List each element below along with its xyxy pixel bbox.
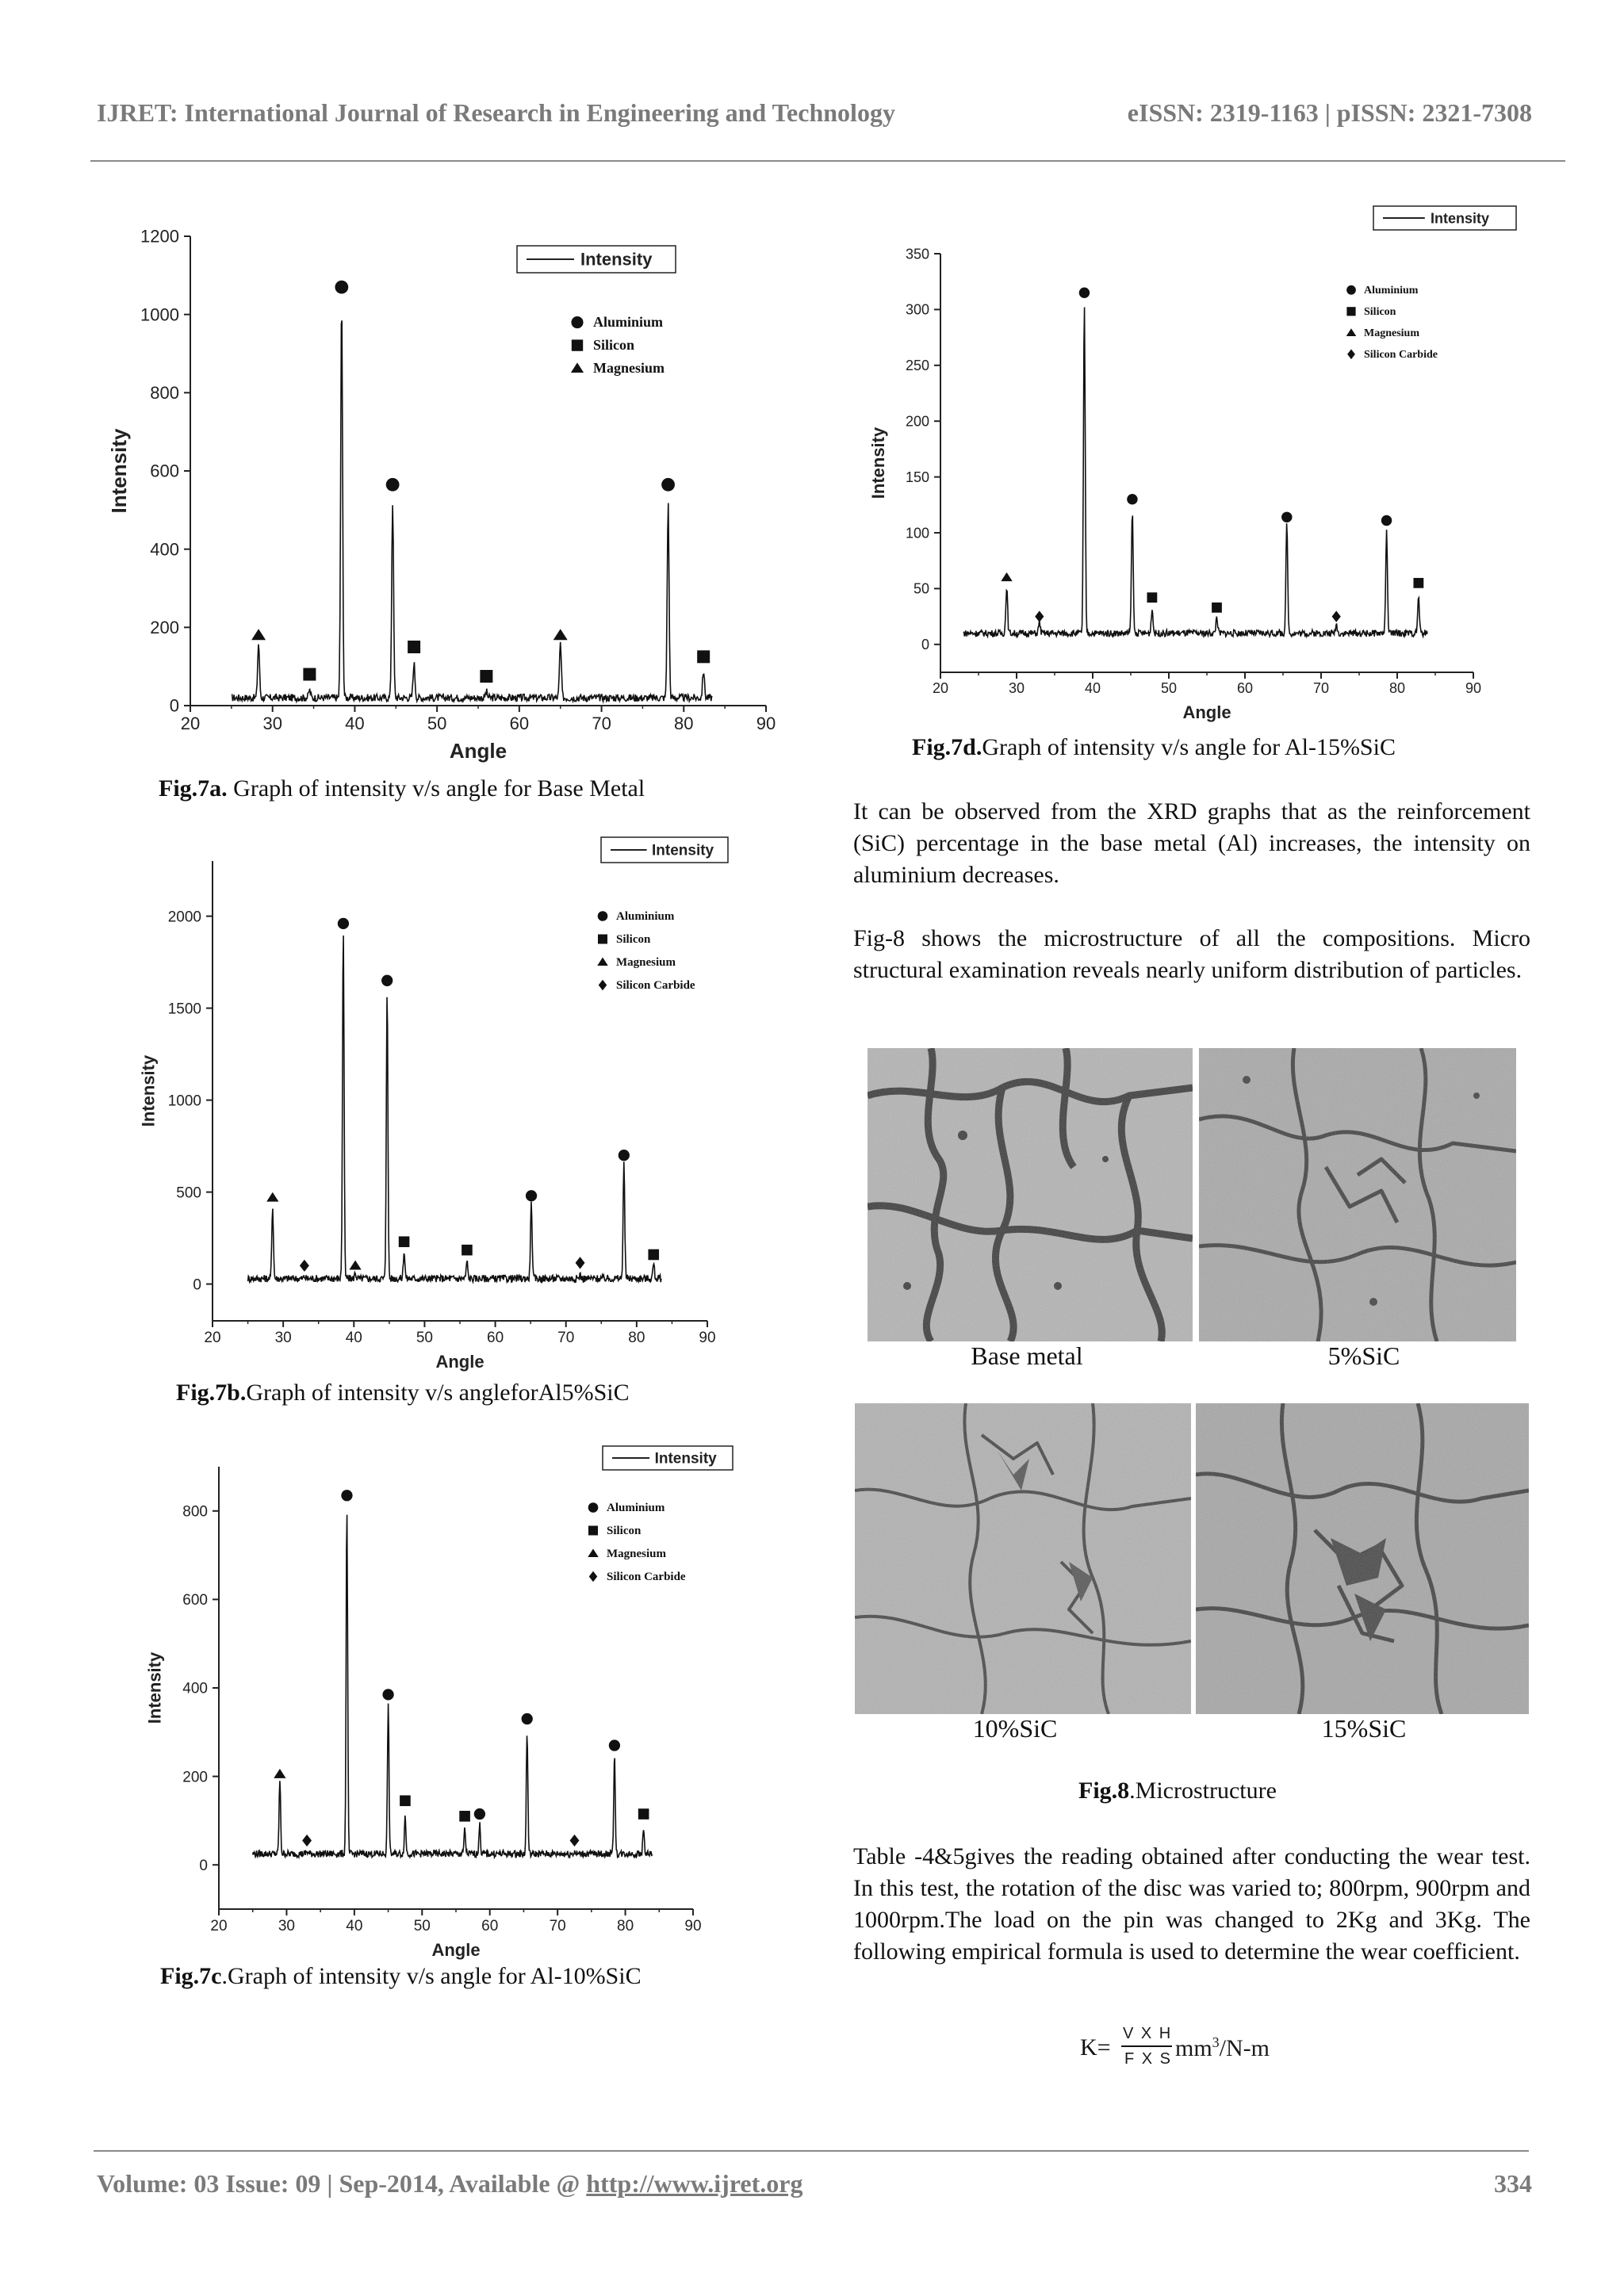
- micro-label-5sic: 5%SiC: [1327, 1341, 1400, 1370]
- micrograph-5-sic: [1199, 1048, 1516, 1341]
- fig7b-marker-legend-label: Magnesium: [616, 956, 676, 969]
- footer-rule: [94, 2150, 1529, 2152]
- fig7a-y-tick-label: 600: [150, 461, 179, 481]
- fig7b-x-tick-label: 90: [699, 1330, 716, 1346]
- fig7c-y-tick-label: 800: [182, 1503, 208, 1521]
- fig7d-x-axis-label: Angle: [1182, 702, 1231, 722]
- fig7a-peak-marker-triangle: [251, 629, 266, 640]
- fig7b-x-tick-label: 50: [416, 1330, 433, 1346]
- fig7c-x-tick-label: 90: [684, 1918, 702, 1934]
- micrograph-10-sic: [855, 1403, 1191, 1714]
- fig7d-y-tick-label: 100: [905, 525, 929, 541]
- fig7d-caption-text: Graph of intensity v/s angle for Al-15%SiC: [982, 734, 1396, 760]
- micrograph-5-sic-image: [1199, 1048, 1516, 1341]
- fig8-caption-label: Fig.8: [1078, 1777, 1130, 1804]
- fig7c-marker-legend-diamond: [589, 1571, 598, 1582]
- footer-volume-text: Volume: 03 Issue: 09 | Sep-2014, Available @: [97, 2169, 587, 2198]
- fig7d-peak-marker-square: [1147, 592, 1157, 603]
- fig7a-y-tick-label: 1000: [140, 304, 179, 325]
- fig7a-legend-label: Intensity: [580, 249, 653, 270]
- fig7d-marker-legend-diamond: [1347, 350, 1355, 360]
- fig7b-legend-label: Intensity: [652, 842, 714, 859]
- fig7b-marker-legend-square: [598, 935, 607, 944]
- fig7b-y-tick-label: 1000: [167, 1093, 201, 1110]
- fig7a-peak-marker-circle: [661, 478, 675, 492]
- fig7b-y-tick-label: 1500: [167, 1001, 201, 1018]
- fig7d-x-tick-label: 40: [1084, 680, 1101, 696]
- fig7b-marker-legend-label: Silicon Carbide: [616, 979, 695, 992]
- fig7c-y-tick-label: 200: [182, 1769, 208, 1786]
- journal-url-link[interactable]: http://www.ijret.org: [586, 2169, 803, 2198]
- formula-numerator: V X H: [1123, 2025, 1173, 2042]
- fig7a-marker-legend-circle: [571, 316, 583, 328]
- fig7a-x-tick-label: 40: [345, 714, 365, 733]
- fig7b-peak-marker-square: [399, 1236, 410, 1247]
- fig7a-peak-marker-square: [408, 641, 420, 653]
- fig7b-x-tick-label: 80: [628, 1330, 645, 1346]
- fig7a-caption-label: Fig.7a.: [159, 775, 228, 802]
- fig7d-marker-legend-circle: [1346, 285, 1356, 295]
- fig7a-y-tick-label: 200: [150, 618, 179, 638]
- fig7b-peak-marker-triangle: [266, 1192, 278, 1202]
- fig7c-peak-marker-diamond: [570, 1835, 580, 1846]
- fig7c-peak-marker-square: [400, 1795, 411, 1806]
- fig7d-peak-marker-square: [1413, 578, 1423, 588]
- fig7b-peak-marker-circle: [381, 975, 393, 986]
- paragraph-wear-test: Table -4&5gives the reading obtained after conducting the wear test. In this test, the rotation of the disc was varied to; 800rpm, 900rpm and 1000rpm.The load on the pin was changed to 2Kg and 3Kg. The following empirical formula is used to determine the wear coefficient.: [853, 1843, 1530, 1965]
- fig7b-peak-marker-square: [462, 1245, 473, 1256]
- fig7c-x-tick-label: 30: [278, 1918, 295, 1934]
- fig7a-x-tick-label: 70: [592, 714, 611, 733]
- formula-unit-mm: mm: [1175, 2035, 1212, 2061]
- fig7b-marker-legend-circle: [598, 911, 608, 921]
- fig7c-x-tick-label: 80: [617, 1918, 634, 1934]
- fig7c-y-axis-label: Intensity: [144, 1651, 165, 1724]
- fig7c-caption-label: Fig.7c: [160, 1963, 222, 1989]
- fig7a-x-tick-label: 90: [756, 714, 776, 733]
- fig7d-svg: [853, 201, 1535, 733]
- fig7b-peak-marker-triangle: [349, 1261, 361, 1270]
- fig7d-peak-marker-square: [1212, 603, 1222, 613]
- fig7c-marker-legend-triangle: [588, 1549, 599, 1558]
- fig7c-marker-legend-label: Aluminium: [607, 1502, 665, 1514]
- fig7c-marker-legend-label: Magnesium: [607, 1548, 666, 1560]
- fig7d-marker-legend-label: Aluminium: [1364, 285, 1419, 297]
- fig7d-caption: [912, 734, 1396, 761]
- fig7b-marker-legend-diamond: [599, 980, 607, 991]
- fig7b-x-axis-label: Angle: [435, 1352, 485, 1372]
- fig7a-x-axis-label: Angle: [449, 739, 508, 763]
- formula-unit-exp: 3: [1212, 2034, 1220, 2050]
- fig7c-x-tick-label: 40: [346, 1918, 363, 1934]
- fig7a-y-tick-label: 800: [150, 383, 179, 404]
- fig7d-marker-legend-square: [1346, 307, 1355, 316]
- fig7d-marker-legend-label: Magnesium: [1364, 327, 1419, 339]
- fig7d-peak-marker-diamond: [1035, 610, 1044, 622]
- fig7c-marker-legend-label: Silicon Carbide: [607, 1571, 686, 1583]
- fig7c-svg: [140, 1435, 750, 1974]
- fig7a-x-tick-label: 50: [427, 714, 447, 733]
- fig7c-x-tick-label: 70: [549, 1918, 566, 1934]
- fig7c-peak-marker-triangle: [274, 1769, 285, 1778]
- fig7b-x-tick-label: 40: [345, 1330, 362, 1346]
- fig7d-intensity-trace: [963, 308, 1427, 637]
- fig7a-y-tick-label: 0: [169, 695, 179, 716]
- fig7d-y-tick-label: 300: [905, 301, 929, 318]
- fig7c-peak-marker-square: [459, 1811, 470, 1822]
- fig7d-peak-marker-circle: [1381, 515, 1392, 526]
- fig7a-y-tick-label: 400: [150, 539, 179, 560]
- fig7d-peak-marker-diamond: [1332, 610, 1341, 622]
- fig7a-intensity-trace: [232, 320, 713, 702]
- formula-denominator: F X S: [1124, 2050, 1173, 2068]
- fig7c-peak-marker-diamond: [302, 1835, 312, 1846]
- fig7a-peak-marker-circle: [386, 478, 400, 492]
- formula-unit: [1175, 2034, 1270, 2062]
- fig7d-x-tick-label: 90: [1465, 680, 1482, 696]
- fig7c-peak-marker-circle: [522, 1713, 533, 1724]
- fig7b-peak-marker-circle: [338, 918, 349, 929]
- fig7d-x-tick-label: 80: [1388, 680, 1406, 696]
- fig7b-marker-legend-triangle: [597, 958, 608, 966]
- fig7c-peak-marker-circle: [341, 1490, 352, 1501]
- fig8-caption-text: .Microstructure: [1129, 1777, 1277, 1804]
- fig7d-marker-legend-triangle: [1346, 328, 1357, 336]
- fig7a-caption: [159, 775, 645, 802]
- fig7d-marker-legend-label: Silicon: [1364, 306, 1396, 318]
- fig8-caption: [1078, 1777, 1277, 1804]
- fig7a-caption-text: Graph of intensity v/s angle for Base Metal: [227, 775, 645, 802]
- fig7d-x-tick-label: 70: [1312, 680, 1330, 696]
- fig7d-y-tick-label: 350: [905, 246, 929, 262]
- fig7b-marker-legend-label: Silicon: [616, 933, 651, 946]
- micro-label-10sic: 10%SiC: [972, 1714, 1058, 1743]
- fig7b-y-tick-label: 2000: [167, 909, 201, 926]
- page-number: 334: [1494, 2169, 1532, 2198]
- fig7c-y-tick-label: 400: [182, 1680, 208, 1697]
- fig7d-x-tick-label: 20: [932, 680, 949, 696]
- fig7b-x-tick-label: 60: [487, 1330, 504, 1346]
- fig7b-peak-marker-circle: [619, 1150, 630, 1161]
- fig7c-x-tick-label: 50: [413, 1918, 431, 1934]
- fig7b-chart: [119, 829, 753, 1384]
- fig7b-marker-legend-label: Aluminium: [616, 910, 675, 923]
- fig7d-chart: [853, 201, 1535, 733]
- fig7b-intensity-trace: [248, 936, 661, 1282]
- fig7b-caption-label: Fig.7b.: [176, 1380, 247, 1406]
- paragraph-xrd-observation: It can be observed from the XRD graphs that as the reinforcement (SiC) percentage in the base metal (Al) increases, the intensity on aluminium decreases.: [853, 798, 1530, 888]
- fig7c-y-tick-label: 0: [199, 1857, 208, 1874]
- fig7a-y-axis-label: Intensity: [106, 428, 131, 514]
- fig7c-x-tick-label: 20: [210, 1918, 228, 1934]
- fig7c-legend-label: Intensity: [654, 1450, 717, 1468]
- micrograph-10-sic-image: [855, 1403, 1191, 1714]
- fig7c-x-tick-label: 60: [481, 1918, 499, 1934]
- fig7d-caption-label: Fig.7d.: [912, 734, 982, 760]
- fig7d-peak-marker-circle: [1079, 288, 1090, 298]
- fig7a-x-tick-label: 30: [262, 714, 282, 733]
- fig7d-y-tick-label: 150: [905, 469, 929, 485]
- fig7d-y-axis-label: Intensity: [868, 427, 889, 499]
- fig7c-marker-legend-circle: [588, 1502, 599, 1513]
- paragraph-microstructure: Fig-8 shows the microstructure of all the compositions. Micro structural examination reveals nearly uniform distribution of particles.: [853, 925, 1530, 983]
- fig7d-legend-label: Intensity: [1431, 210, 1490, 227]
- fig7c-marker-legend-label: Silicon: [607, 1525, 642, 1537]
- fig7a-marker-legend-square: [572, 339, 583, 350]
- fig7a-peak-marker-square: [303, 668, 316, 681]
- micro-label-15sic: 15%SiC: [1321, 1714, 1407, 1743]
- formula-unit-nm: /N-m: [1219, 2035, 1270, 2061]
- fig7b-x-tick-label: 30: [274, 1330, 292, 1346]
- fig7c-caption: [160, 1963, 642, 1990]
- fig7c-peak-marker-square: [638, 1808, 649, 1820]
- fig7d-y-tick-label: 250: [905, 358, 929, 374]
- micrograph-base-metal-image: [868, 1048, 1193, 1341]
- fig7d-marker-legend-label: Silicon Carbide: [1364, 349, 1438, 361]
- fig7b-y-tick-label: 500: [176, 1184, 201, 1202]
- fig7c-peak-marker-circle: [474, 1808, 485, 1820]
- fig7d-x-tick-label: 30: [1008, 680, 1025, 696]
- fig7b-peak-marker-diamond: [300, 1260, 309, 1272]
- footer-volume: [97, 2169, 802, 2198]
- fig7d-y-tick-label: 0: [921, 637, 929, 653]
- fig7d-x-tick-label: 60: [1236, 680, 1254, 696]
- fig7c-caption-text: .Graph of intensity v/s angle for Al-10%SiC: [221, 1963, 642, 1989]
- fig7a-marker-legend-label: Silicon: [593, 337, 635, 353]
- fig7a-y-tick-label: 1200: [140, 226, 179, 247]
- fig7b-x-tick-label: 70: [557, 1330, 575, 1346]
- fig7a-peak-marker-circle: [335, 281, 348, 294]
- fig7a-chart: [108, 214, 787, 769]
- fig7a-peak-marker-triangle: [553, 629, 568, 640]
- fig7c-x-axis-label: Angle: [431, 1940, 481, 1960]
- fig7c-peak-marker-circle: [609, 1739, 620, 1751]
- fig7b-x-tick-label: 20: [204, 1330, 221, 1346]
- fig7d-peak-marker-circle: [1281, 512, 1292, 522]
- fig7a-x-tick-label: 20: [180, 714, 201, 733]
- fig7d-x-tick-label: 50: [1160, 680, 1178, 696]
- fig7b-svg: [119, 829, 753, 1384]
- issn-line: eISSN: 2319-1163 | pISSN: 2321-7308: [1127, 98, 1532, 127]
- fig7b-peak-marker-diamond: [576, 1257, 585, 1269]
- fig7d-peak-marker-triangle: [1001, 572, 1012, 581]
- fig7a-peak-marker-square: [697, 650, 710, 663]
- fig7d-peak-marker-circle: [1127, 494, 1137, 504]
- micrograph-15-sic: [1196, 1403, 1529, 1714]
- fig7a-peak-marker-square: [480, 670, 492, 683]
- formula-fraction-bar: [1121, 2045, 1172, 2047]
- fig7b-peak-marker-square: [648, 1249, 659, 1261]
- fig7c-marker-legend-square: [588, 1526, 598, 1536]
- fig7b-y-axis-label: Intensity: [138, 1054, 159, 1127]
- fig7a-x-tick-label: 80: [674, 714, 694, 733]
- formula-lhs: K=: [1080, 2034, 1111, 2061]
- fig7a-x-tick-label: 60: [509, 714, 530, 733]
- micro-label-base: Base metal: [971, 1341, 1083, 1370]
- fig7a-marker-legend-label: Magnesium: [593, 360, 665, 376]
- fig7c-intensity-trace: [253, 1515, 653, 1858]
- fig7d-y-tick-label: 200: [905, 413, 929, 430]
- wear-coefficient-formula: [1080, 2034, 1111, 2061]
- fig7a-svg: [108, 214, 787, 769]
- fig7c-y-tick-label: 600: [182, 1592, 208, 1609]
- fig7b-peak-marker-circle: [526, 1190, 537, 1201]
- micrograph-base-metal: [868, 1048, 1193, 1341]
- header-rule: [90, 160, 1565, 162]
- fig7d-y-tick-label: 50: [913, 580, 929, 597]
- fig7b-y-tick-label: 0: [193, 1276, 201, 1294]
- fig7c-peak-marker-circle: [382, 1689, 393, 1700]
- journal-title: IJRET: International Journal of Research in Engineering and Technology: [97, 98, 895, 127]
- fig7a-marker-legend-triangle: [571, 362, 584, 373]
- fig7b-caption: [176, 1380, 630, 1406]
- fig7a-marker-legend-label: Aluminium: [593, 314, 664, 330]
- micrograph-15-sic-image: [1196, 1403, 1529, 1714]
- fig7b-caption-text: Graph of intensity v/s angleforAl5%SiC: [246, 1380, 630, 1406]
- fig7c-chart: [140, 1435, 750, 1974]
